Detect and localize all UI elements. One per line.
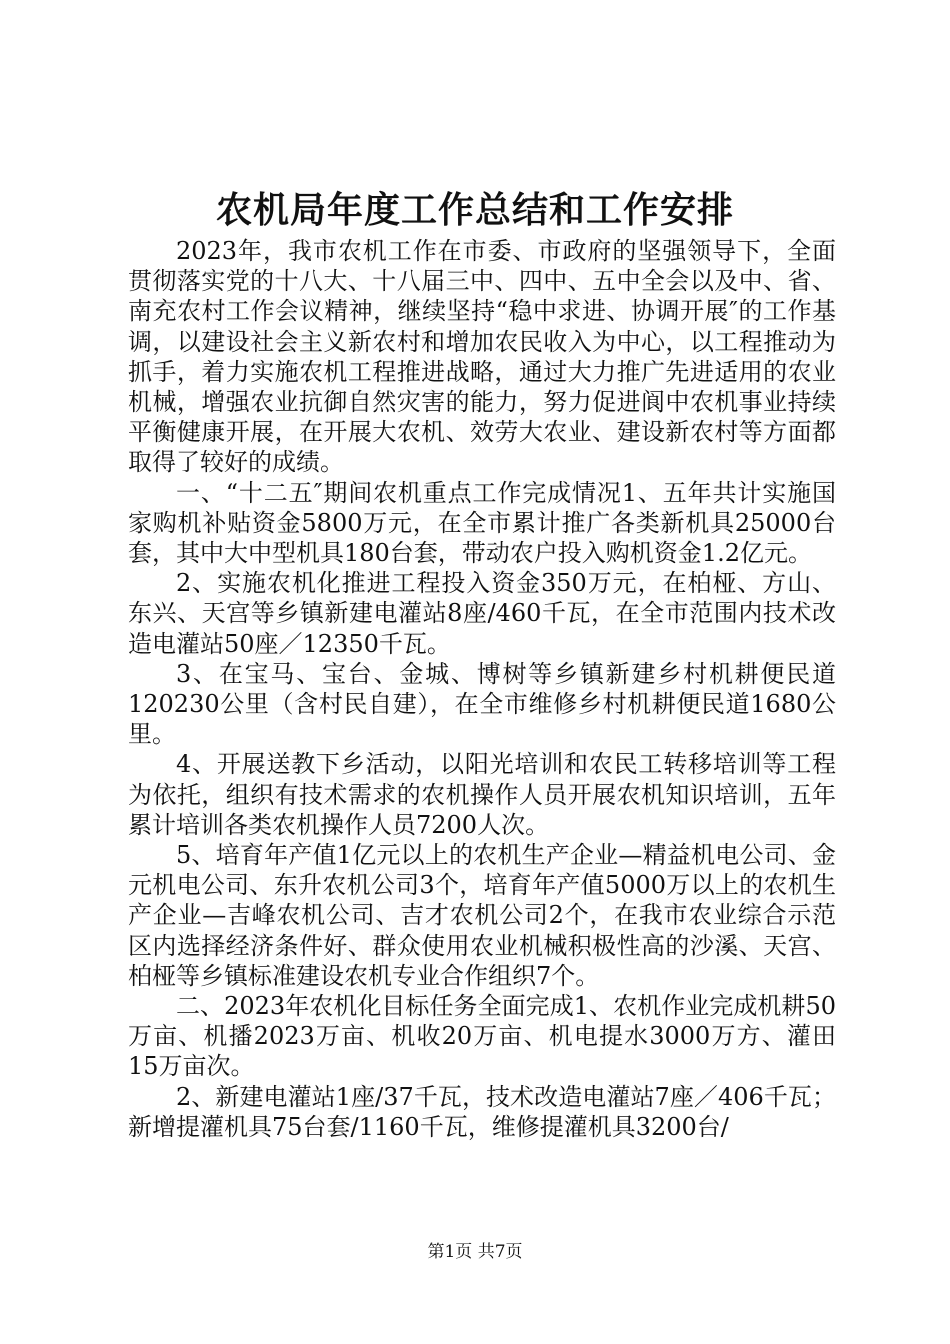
paragraph-item-4: 4、开展送教下乡活动，以阳光培训和农民工转移培训等工程为依托，组织有技术需求的农机操作人员开展农机知识培训，五年累计培训各类农机操作人员7200人次。 — [128, 750, 836, 839]
paragraph-item-2: 2、实施农机化推进工程投入资金350万元，在柏桠、方山、东兴、天宫等乡镇新建电灌站8座/460千瓦，在全市范围内技术改造电灌站50座／12350千瓦。 — [128, 569, 836, 658]
paragraph-item-3: 3、在宝马、宝台、金城、博树等乡镇新建乡村机耕便民道120230公里（含村民自建），在全市维修乡村机耕便民道1680公里。 — [128, 659, 836, 749]
page-title: 农机局年度工作总结和工作安排 — [215, 189, 734, 231]
paragraph-section-1: 一、“十二五″期间农机重点工作完成情况1、五年共计实施国家购机补贴资金5800万元，在全市累计推广各类新机具25000台套，其中大中型机具180台套，带动农户投入购机资金1.2亿元。 — [128, 478, 836, 568]
document-body — [128, 236, 836, 1142]
paragraph-item-5: 5、培育年产值1亿元以上的农机生产企业—精益机电公司、金元机电公司、东升农机公司3个，培育年产值5000万以上的农机生产企业—吉峰农机公司、吉才农机公司2个，在我市农业综合示范区内选择经济条件好、群众使用农业机械积极性高的沙溪、天宫、柏桠等乡镇标准建设农机专业合作组织7个。 — [128, 841, 836, 990]
paragraph-section-2-item-2: 2、新建电灌站1座/37千瓦，技术改造电灌站7座／406千瓦；新增提灌机具75台套/1160千瓦，维修提灌机具3200台/ — [128, 1082, 836, 1141]
paragraph-section-2: 二、2023年农机化目标任务全面完成1、农机作业完成机耕50万亩、机播2023万亩、机收20万亩、机电提水3000万方、灌田15万亩次。 — [128, 992, 836, 1081]
page-number-footer: 第1页 共7页 — [427, 1242, 523, 1262]
paragraph-intro: 2023年，我市农机工作在市委、市政府的坚强领导下，全面贯彻落实党的十八大、十八届三中、四中、五中全会以及中、省、南充农村工作会议精神，继续坚持“稳中求进、协调开展″的工作基调，以建设社会主义新农村和增加农民收入为中心，以工程推动为抓手，着力实施农机工程推进战略，通过大力推广先进适用的农业机械，增强农业抗御自然灾害的能力，努力促进阆中农机事业持续平衡健康开展，在开展大农机、效劳大农业、建设新农村等方面都取得了较好的成绩。 — [128, 237, 836, 477]
